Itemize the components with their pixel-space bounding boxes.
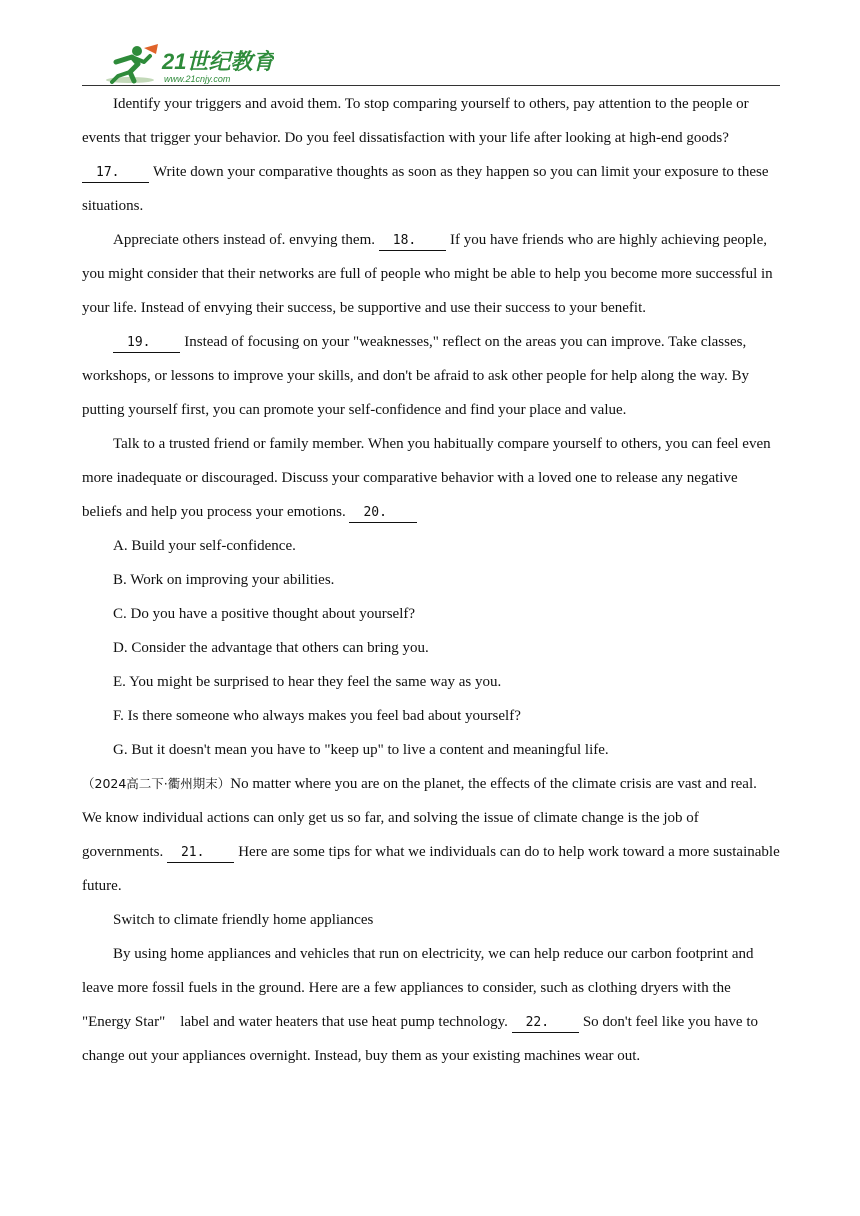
option-c: C. Do you have a positive thought about yourself? <box>113 606 416 622</box>
paragraph-climate-intro <box>82 767 780 903</box>
section-heading: Switch to climate friendly home appliances <box>113 912 374 928</box>
answer-blank-21: 21. <box>167 844 234 863</box>
option-a: A. Build your self-confidence. <box>113 538 296 554</box>
paragraph-text: So don't feel like you have to change out your appliances overnight. Instead, buy them as your existing machines wear out. <box>82 1014 759 1064</box>
header-rule <box>82 85 780 86</box>
paragraph-text: If you have friends who are highly achieving people, you might consider that their networks are full of people who might be able to help you become more successful in your life. Instead of envying their success, be supportive and use their success to your benefit. <box>82 232 773 316</box>
paragraph-text: By using home appliances and vehicles that run on electricity, we can help reduce our carbon footprint and leave more fossil fuels in the ground. Here are a few appliances to consider, such as clothing dryers with the "Energy Star" label and water heaters that use heat pump technology. <box>82 946 758 1030</box>
answer-blank-17: 17. <box>82 164 149 183</box>
logo-main-text: 21世纪教育 <box>162 49 274 74</box>
answer-blank-20: 20. <box>349 504 416 523</box>
paragraph-text: Appreciate others instead of. envying them. <box>113 232 376 248</box>
document-body <box>82 87 780 1073</box>
option-g: G. But it doesn't mean you have to "keep up" to live a content and meaningful life. <box>113 742 609 758</box>
paragraph-text: Write down your comparative thoughts as soon as they happen so you can limit your exposure to these situations. <box>82 164 769 214</box>
paragraph-text: Identify your triggers and avoid them. To stop comparing yourself to others, pay attention to the people or events that trigger your behavior. Do you feel dissatisfaction with your life after looking at high-end goods? <box>82 96 749 146</box>
paragraph-talk <box>82 427 780 529</box>
answer-blank-18: 18. <box>379 232 446 251</box>
paragraph-text: No matter where you are on the planet, the effects of the climate crisis are vast and real. We know individual actions can only get us so far, and solving the issue of climate change is the job of governments. <box>82 776 776 860</box>
option-f: F. Is there someone who always makes you feel bad about yourself? <box>113 708 521 724</box>
runner-logo-icon <box>104 42 274 86</box>
source-label: （2024高二下·衢州期末） <box>82 776 231 791</box>
logo-sub-text: www.21cnjy.com <box>164 74 231 84</box>
paragraph-text: Here are some tips for what we individuals can do to help work toward a more sustainable future. <box>82 844 780 894</box>
page-header <box>82 38 780 88</box>
paragraph-text: Instead of focusing on your "weaknesses," reflect on the areas you can improve. Take classes, workshops, or lessons to improve your skills, and don't be afraid to ask other people for help along the way. By putting yourself first, you can promote your self-confidence and find your place and value. <box>82 334 750 418</box>
answer-blank-19: 19. <box>113 334 180 353</box>
paragraph-text: Talk to a trusted friend or family member. When you habitually compare yourself to others, you can feel even more inadequate or discouraged. Discuss your comparative behavior with a loved one to release any negative beliefs and help you process your emotions. <box>82 436 771 520</box>
paragraph-appliances <box>82 937 780 1073</box>
answer-blank-22: 22. <box>512 1014 579 1033</box>
option-d: D. Consider the advantage that others can bring you. <box>113 640 429 656</box>
paragraph-triggers <box>82 87 780 223</box>
option-e: E. You might be surprised to hear they feel the same way as you. <box>113 674 502 690</box>
paragraph-appreciate <box>82 223 780 325</box>
option-b: B. Work on improving your abilities. <box>113 572 335 588</box>
paragraph-weaknesses <box>82 325 780 427</box>
site-logo <box>104 42 274 86</box>
